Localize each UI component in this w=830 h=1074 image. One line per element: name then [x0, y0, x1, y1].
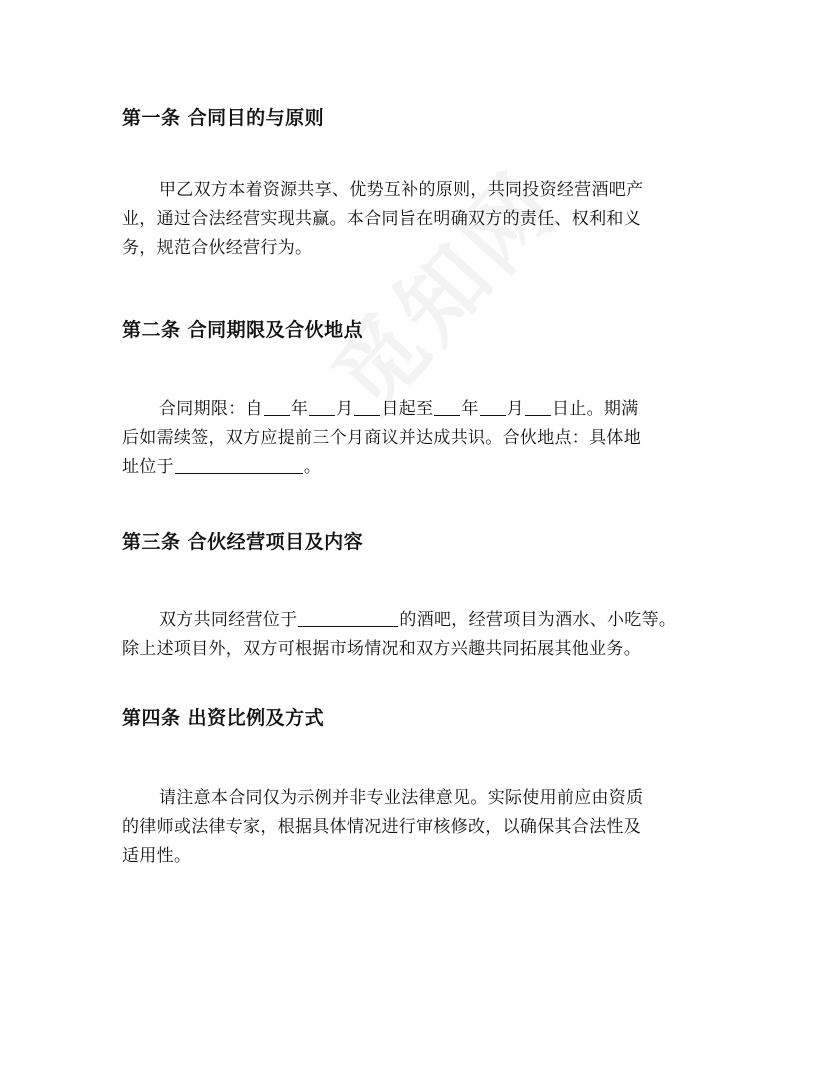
section-4-paragraph — [122, 784, 732, 871]
section-3-heading: 第三条 合伙经营项目及内容 — [122, 531, 364, 553]
term-text-from: 合同期限：自 — [159, 399, 263, 419]
end-year-blank[interactable] — [434, 397, 460, 416]
section-4-line-3: 适用性。 — [122, 846, 192, 866]
end-day-blank[interactable] — [525, 397, 551, 416]
bar-location-blank[interactable] — [298, 608, 398, 627]
term-text-month-2: 月 — [506, 399, 524, 419]
section-4-line-2: 的律师或法律专家，根据具体情况进行审核修改，以确保其合法性及 — [122, 817, 641, 837]
start-day-blank[interactable] — [354, 397, 380, 416]
term-text-year-2: 年 — [461, 399, 479, 419]
start-month-blank[interactable] — [309, 397, 335, 416]
address-text-end: 。 — [303, 457, 322, 477]
term-text-year-1: 年 — [290, 399, 309, 419]
section-2-heading: 第二条 合同期限及合伙地点 — [122, 319, 364, 341]
section-3-paragraph — [122, 606, 732, 664]
section-1-line-2: 业，通过合法经营实现共赢。本合同旨在明确双方的责任、权利和义 — [122, 209, 641, 229]
term-text-end: 日止。期满 — [551, 399, 639, 419]
section-4-heading: 第四条 出资比例及方式 — [122, 707, 325, 729]
section-2-paragraph — [122, 395, 732, 482]
section-1-heading: 第一条 合同目的与原则 — [122, 107, 325, 129]
section-1-line-1: 甲乙双方本着资源共享、优势互补的原则，共同投资经营酒吧产 — [159, 180, 644, 200]
address-text: 址位于 — [122, 457, 174, 477]
start-year-blank[interactable] — [264, 397, 290, 416]
section-3-line-2: 除上述项目外，双方可根据市场情况和双方兴趣共同拓展其他业务。 — [122, 639, 641, 659]
section-1-line-3: 务，规范合伙经营行为。 — [122, 238, 313, 258]
term-text-day-to: 日起至 — [381, 399, 434, 419]
address-blank[interactable] — [175, 455, 303, 474]
section-1-paragraph — [122, 176, 732, 263]
section-2-line-1 — [122, 395, 732, 424]
section-2-line-3 — [122, 453, 732, 482]
section-4-line-1: 请注意本合同仅为示例并非专业法律意见。实际使用前应由资质 — [159, 788, 644, 808]
section-2-line-2: 后如需续签，双方应提前三个月商议并达成共识。合伙地点：具体地 — [122, 428, 641, 448]
term-text-month-1: 月 — [336, 399, 354, 419]
location-text: 双方共同经营位于 — [159, 610, 298, 630]
location-text-end: 的酒吧，经营项目为酒水、小吃等。 — [399, 610, 677, 630]
end-month-blank[interactable] — [480, 397, 506, 416]
section-3-line-1 — [122, 606, 732, 635]
